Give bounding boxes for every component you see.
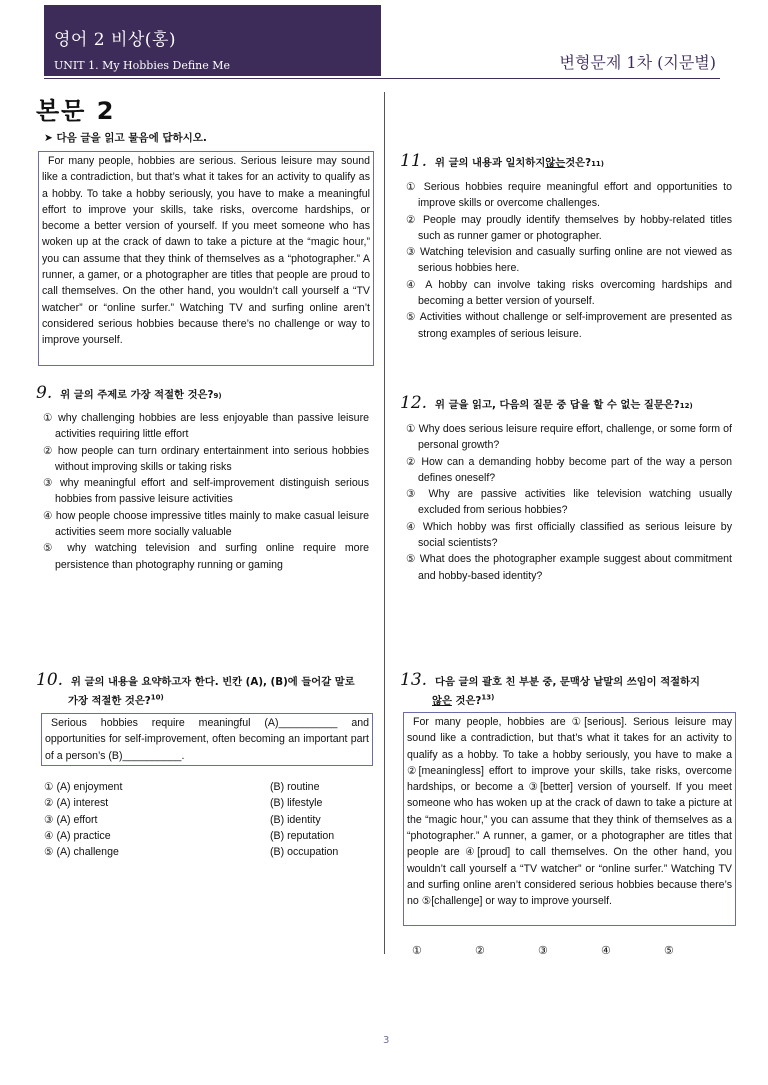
option-b: (B) reputation [270,829,335,842]
options-10 [44,779,344,860]
option-item[interactable]: ③ why meaningful effort and self-improvement distinguish serious hobbies from passive leisure activities [43,477,369,506]
main-passage [38,151,374,366]
question-prompt-end: 것은? [565,157,592,169]
footnote-marker: 9) [213,392,222,400]
option-item[interactable]: ① why challenging hobbies are less enjoyable than passive leisure activities requiring little effort [43,412,369,441]
summary-box [41,713,373,766]
question-10 [36,670,355,707]
option-a: ① (A) enjoyment [44,781,123,793]
question-12 [400,393,693,413]
option-item[interactable]: ① Why does serious leisure require effort, challenge, or some form of personal growth? [406,423,732,452]
option-item[interactable]: ⑤ why watching television and surfing online require more persistence than photography running or gaming [43,542,369,571]
options-12 [406,421,732,584]
question-number: 12. [400,393,428,413]
question-prompt-emphasis: 않은 [432,695,452,707]
q13-passage-text: For many people, hobbies are ①[serious]. Serious leisure may sound like a contradiction, but that’s what it takes for an activity to qualify as a hobby. To take a hobby seriously, you have to make a ②[meaningless] effort to improve your skills, take risks, overcome hardships, or become a ③[better] version of yourself. If you meet someone who has woken up at the crack of dawn to take a picture at the “magic hour,” you can assume that they think of themselves as a “photographer.” A runner, a gamer, or a photographer are titles that people are ④[proud] to call themselves. On the other hand, you wouldn’t call yourself a “TV watcher” or “online surfer.” Watching TV and surfing online aren’t considered serious hobbies because there’s no ⑤[challenge] or way to improve yourself. [407,716,732,908]
options-11 [406,179,732,342]
option-item[interactable]: ① Serious hobbies require meaningful effort and opportunities to improve skills or overcome challenges. [406,181,732,210]
header-unit: UNIT 1. My Hobbies Define Me [54,59,231,72]
question-number: 13. [400,670,428,690]
question-prompt-emphasis: 않는 [545,157,566,169]
option-item[interactable]: ④ [601,945,611,957]
section-title: 본문 2 [36,97,116,125]
option-item[interactable]: ② how people can turn ordinary entertainment into serious hobbies without improving skills or taking risks [43,444,369,473]
question-number: 9. [36,383,53,403]
question-prompt: 위 글의 내용을 요약하고자 한다. 빈칸 (A), (B)에 들어갈 말로 [71,676,355,688]
question-prompt-cont: 가장 적절한 것은? [68,695,151,707]
option-b: (B) lifestyle [270,797,323,810]
footnote-marker: 13) [481,693,495,702]
options-13 [412,943,727,959]
question-prompt: 위 글의 내용과 일치하지 [435,157,546,169]
option-item[interactable]: ③ Why are passive activities like television watching usually excluded from serious hobbies? [406,488,732,517]
page-number: 3 [383,1035,390,1046]
option-a: ③ (A) effort [44,813,98,826]
option-item[interactable]: ② How can a demanding hobby become part of the way a person defines oneself? [406,455,732,484]
option-item[interactable]: ④ how people choose impressive titles mainly to make casual leisure activities seem more socially valuable [43,509,369,539]
option-item[interactable]: ⑤ Activities without challenge or self-improvement are presented as strong examples of serious leisure. [406,311,732,340]
q13-passage [403,712,736,926]
question-number: 10. [36,670,64,690]
question-prompt: 위 글을 읽고, 다음의 질문 중 답을 할 수 없는 질문은? [435,399,680,411]
instruction: ➤ 다음 글을 읽고 물음에 답하시오. [44,132,207,144]
option-b: (B) occupation [270,846,339,859]
summary-text: Serious hobbies require meaningful (A)__________ and opportunities for self-improvement, often becoming an important part of a person’s (B)__________. [45,717,369,762]
option-item[interactable] [44,828,344,844]
option-item[interactable] [44,795,344,811]
question-prompt: 다음 글의 괄호 친 부분 중, 문맥상 낱말의 쓰임이 적절하지 [435,676,700,688]
option-item[interactable]: ④ Which hobby was first officially classified as serious leisure by social scientists? [406,520,732,550]
question-9 [36,383,222,403]
main-passage-text: For many people, hobbies are serious. Serious leisure may sound like a contradiction, but that’s what it takes for an activity to qualify as a hobby. To take a hobby seriously, you have to make a meaningful effort to improve your skills, take risks, overcome hardships, or become a better version of yourself. If you meet someone who has woken up at the crack of dawn to take a picture at the “magic hour,” you can assume that they think of themselves as a “photographer.” A runner, a gamer, or a photographer are titles that people are proud to call themselves. On the other hand, you wouldn’t call yourself a “TV watcher” or “online surfer.” Watching TV and surfing online aren’t considered serious hobbies because there’s no challenge or way to improve yourself. [42,155,370,347]
option-item[interactable]: ⑤ What does the photographer example suggest about commitment and hobby-based identity? [406,553,732,582]
question-number: 11. [400,151,428,171]
option-item[interactable]: ③ [538,945,548,957]
option-item[interactable]: ① [412,945,422,957]
option-item[interactable] [44,844,344,860]
option-item[interactable]: ④ A hobby can involve taking risks overcoming hardships and becoming a better version of yourself. [406,278,732,308]
question-prompt-end: 것은? [451,695,482,707]
option-item[interactable] [44,812,344,828]
footnote-marker: 11) [591,160,605,168]
option-a: ⑤ (A) challenge [44,846,119,859]
header-rule [44,78,720,79]
option-a: ④ (A) practice [44,829,111,842]
footnote-marker: 12) [679,402,693,410]
option-a: ② (A) interest [44,797,109,810]
column-divider [384,92,385,954]
option-item[interactable] [44,779,344,795]
option-item[interactable]: ③ Watching television and casually surfing online are not viewed as serious hobbies here. [406,246,732,275]
header-title: 영어 2 비상(홍) [54,30,176,50]
header-subtitle: 변형문제 1차 (지문별) [559,53,716,72]
option-item[interactable]: ⑤ [664,945,674,957]
option-item[interactable]: ② People may proudly identify themselves by hobby-related titles such as runner gamer or photographer. [406,213,732,242]
option-b: (B) routine [270,781,320,793]
header-box [44,5,381,76]
option-b: (B) identity [270,813,321,826]
options-9 [43,410,369,573]
question-11 [400,151,604,171]
question-13 [400,670,700,707]
option-item[interactable]: ② [475,945,485,957]
footnote-marker: 10) [150,693,164,702]
question-prompt: 위 글의 주제로 가장 적절한 것은? [60,389,214,401]
